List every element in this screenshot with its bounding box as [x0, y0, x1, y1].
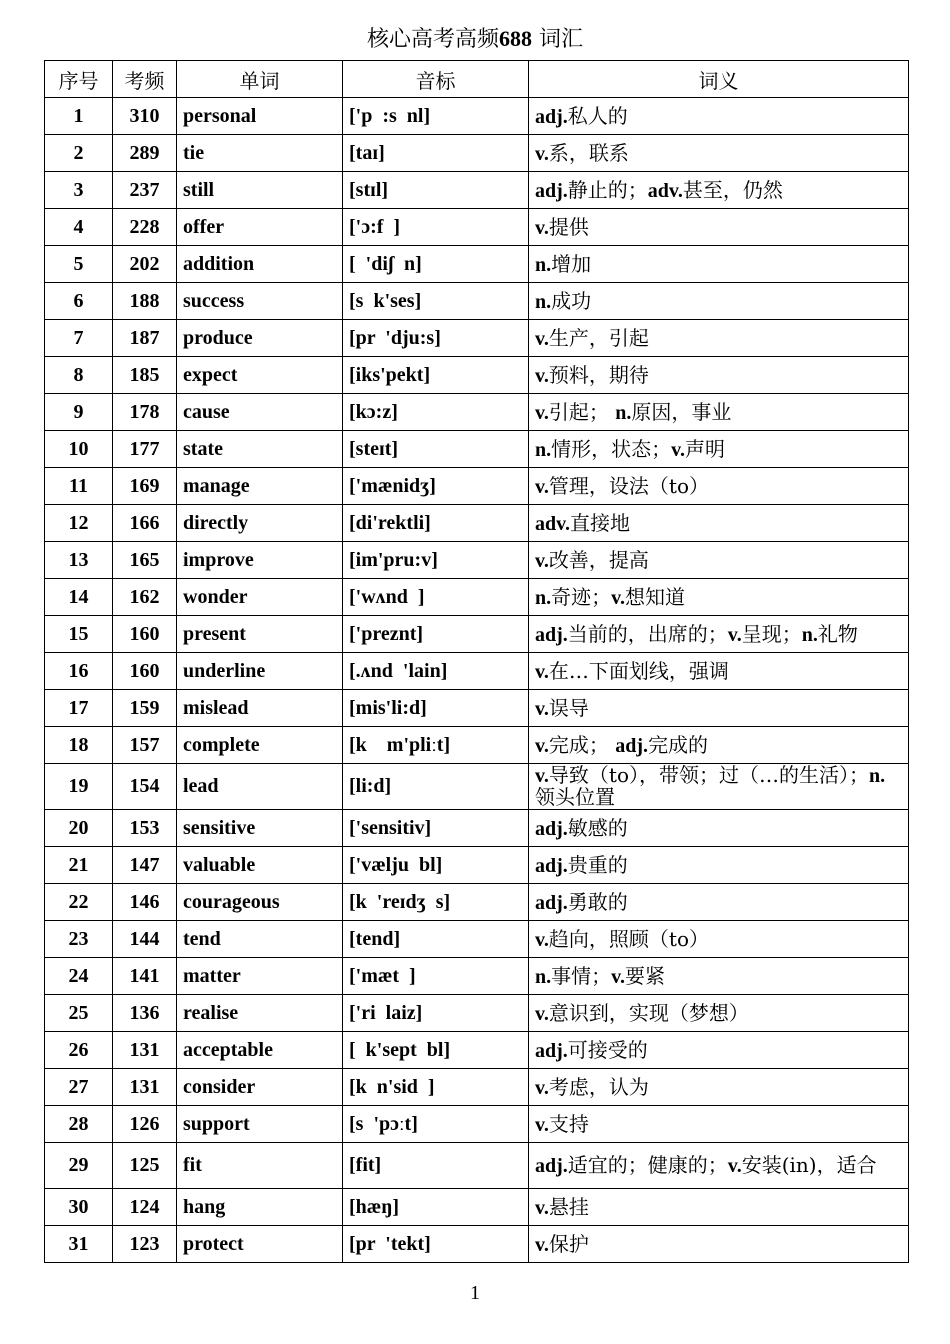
header-phonetic: 音标 [343, 61, 529, 98]
row-word: addition [177, 246, 343, 283]
row-definition: v.误导 [529, 690, 909, 727]
row-index: 20 [45, 810, 113, 847]
row-frequency: 289 [113, 135, 177, 172]
row-definition: v.导致（to），带领；过（…的生活）；n.领头位置 [529, 764, 909, 810]
row-index: 11 [45, 468, 113, 505]
table-row [45, 616, 909, 653]
row-frequency: 131 [113, 1032, 177, 1069]
row-phonetic: [pr 'dju:s] [343, 320, 529, 357]
row-frequency: 166 [113, 505, 177, 542]
table-row [45, 1106, 909, 1143]
row-word: still [177, 172, 343, 209]
row-index: 16 [45, 653, 113, 690]
row-frequency: 144 [113, 921, 177, 958]
row-word: acceptable [177, 1032, 343, 1069]
row-definition: adj.贵重的 [529, 847, 909, 884]
table-row [45, 320, 909, 357]
table-row [45, 810, 909, 847]
table-row [45, 98, 909, 135]
row-word: tie [177, 135, 343, 172]
row-phonetic: [li:d] [343, 764, 529, 810]
row-definition: n.事情；v.要紧 [529, 958, 909, 995]
row-definition: v.改善，提高 [529, 542, 909, 579]
row-frequency: 153 [113, 810, 177, 847]
row-phonetic: ['ri laiz] [343, 995, 529, 1032]
row-definition: adj.私人的 [529, 98, 909, 135]
row-word: underline [177, 653, 343, 690]
row-index: 8 [45, 357, 113, 394]
row-definition: v.趋向，照顾（to） [529, 921, 909, 958]
row-definition: v.在…下面划线，强调 [529, 653, 909, 690]
row-definition: v.悬挂 [529, 1189, 909, 1226]
row-frequency: 124 [113, 1189, 177, 1226]
row-definition: v.保护 [529, 1226, 909, 1263]
row-word: manage [177, 468, 343, 505]
row-index: 1 [45, 98, 113, 135]
row-phonetic: [steɪt] [343, 431, 529, 468]
row-frequency: 154 [113, 764, 177, 810]
row-definition: v.考虑，认为 [529, 1069, 909, 1106]
row-word: tend [177, 921, 343, 958]
row-definition: v.完成； adj.完成的 [529, 727, 909, 764]
row-index: 10 [45, 431, 113, 468]
row-index: 28 [45, 1106, 113, 1143]
row-word: hang [177, 1189, 343, 1226]
row-index: 29 [45, 1143, 113, 1189]
row-definition: n.奇迹；v.想知道 [529, 579, 909, 616]
row-index: 5 [45, 246, 113, 283]
row-index: 6 [45, 283, 113, 320]
row-index: 2 [45, 135, 113, 172]
vocabulary-table [44, 60, 909, 1263]
row-frequency: 165 [113, 542, 177, 579]
row-word: success [177, 283, 343, 320]
header-frequency: 考频 [113, 61, 177, 98]
row-phonetic: [di'rektli] [343, 505, 529, 542]
row-definition: v.管理，设法（to） [529, 468, 909, 505]
row-index: 15 [45, 616, 113, 653]
row-phonetic: [kɔ:z] [343, 394, 529, 431]
row-frequency: 187 [113, 320, 177, 357]
row-word: valuable [177, 847, 343, 884]
row-index: 18 [45, 727, 113, 764]
row-index: 19 [45, 764, 113, 810]
row-frequency: 237 [113, 172, 177, 209]
row-index: 31 [45, 1226, 113, 1263]
row-definition: v.预料，期待 [529, 357, 909, 394]
table-row [45, 283, 909, 320]
row-phonetic: [.ʌnd 'lain] [343, 653, 529, 690]
row-index: 22 [45, 884, 113, 921]
row-definition: adj.适宜的；健康的；v.安装(in)，适合 [529, 1143, 909, 1189]
table-row [45, 431, 909, 468]
row-definition: v.提供 [529, 209, 909, 246]
row-frequency: 126 [113, 1106, 177, 1143]
row-word: matter [177, 958, 343, 995]
header-index: 序号 [45, 61, 113, 98]
row-definition: v.系，联系 [529, 135, 909, 172]
row-frequency: 159 [113, 690, 177, 727]
row-index: 12 [45, 505, 113, 542]
table-row [45, 1032, 909, 1069]
table-row [45, 1143, 909, 1189]
row-index: 9 [45, 394, 113, 431]
row-definition: v.支持 [529, 1106, 909, 1143]
table-row [45, 394, 909, 431]
row-word: complete [177, 727, 343, 764]
row-frequency: 123 [113, 1226, 177, 1263]
row-index: 4 [45, 209, 113, 246]
table-row [45, 884, 909, 921]
row-phonetic: [ k'sept bl] [343, 1032, 529, 1069]
row-frequency: 146 [113, 884, 177, 921]
row-definition: adj.可接受的 [529, 1032, 909, 1069]
row-word: courageous [177, 884, 343, 921]
row-index: 13 [45, 542, 113, 579]
page-number: 1 [470, 1282, 480, 1304]
row-phonetic: [k m'pliːt] [343, 727, 529, 764]
row-frequency: 188 [113, 283, 177, 320]
row-frequency: 157 [113, 727, 177, 764]
row-definition: adj.敏感的 [529, 810, 909, 847]
row-frequency: 131 [113, 1069, 177, 1106]
row-index: 24 [45, 958, 113, 995]
row-definition: adj.静止的；adv.甚至，仍然 [529, 172, 909, 209]
table-row [45, 579, 909, 616]
table-row [45, 468, 909, 505]
row-frequency: 147 [113, 847, 177, 884]
row-index: 25 [45, 995, 113, 1032]
row-word: expect [177, 357, 343, 394]
table-row [45, 653, 909, 690]
row-index: 7 [45, 320, 113, 357]
row-phonetic: [k n'sid ] [343, 1069, 529, 1106]
row-frequency: 178 [113, 394, 177, 431]
row-word: support [177, 1106, 343, 1143]
table-row [45, 542, 909, 579]
table-row [45, 921, 909, 958]
row-definition: v.生产，引起 [529, 320, 909, 357]
row-phonetic: ['p :s nl] [343, 98, 529, 135]
row-definition: v.意识到，实现（梦想） [529, 995, 909, 1032]
row-phonetic: [iks'pekt] [343, 357, 529, 394]
row-phonetic: [k 'reɪdʒ s] [343, 884, 529, 921]
table-row [45, 357, 909, 394]
row-frequency: 141 [113, 958, 177, 995]
row-phonetic: [ 'diʃ n] [343, 246, 529, 283]
table-row [45, 1226, 909, 1263]
row-frequency: 185 [113, 357, 177, 394]
row-word: sensitive [177, 810, 343, 847]
row-frequency: 125 [113, 1143, 177, 1189]
row-word: produce [177, 320, 343, 357]
row-frequency: 169 [113, 468, 177, 505]
row-definition: adv.直接地 [529, 505, 909, 542]
table-row [45, 135, 909, 172]
row-index: 27 [45, 1069, 113, 1106]
row-word: realise [177, 995, 343, 1032]
table-row [45, 727, 909, 764]
table-row [45, 172, 909, 209]
row-phonetic: ['mænidʒ] [343, 468, 529, 505]
row-phonetic: [hæŋ] [343, 1189, 529, 1226]
row-index: 23 [45, 921, 113, 958]
table-row [45, 764, 909, 810]
row-index: 14 [45, 579, 113, 616]
row-frequency: 310 [113, 98, 177, 135]
table-row [45, 209, 909, 246]
row-index: 17 [45, 690, 113, 727]
page-title: 核心高考高频688 词汇 [366, 26, 584, 52]
row-phonetic: [s k'ses] [343, 283, 529, 320]
header-word: 单词 [177, 61, 343, 98]
row-phonetic: [fit] [343, 1143, 529, 1189]
row-index: 26 [45, 1032, 113, 1069]
table-row [45, 958, 909, 995]
row-phonetic: [tend] [343, 921, 529, 958]
row-phonetic: ['preznt] [343, 616, 529, 653]
row-word: consider [177, 1069, 343, 1106]
row-word: protect [177, 1226, 343, 1263]
row-word: present [177, 616, 343, 653]
row-word: lead [177, 764, 343, 810]
row-word: state [177, 431, 343, 468]
row-word: directly [177, 505, 343, 542]
row-phonetic: ['ɔ:f ] [343, 209, 529, 246]
row-phonetic: ['sensitiv] [343, 810, 529, 847]
row-definition: adj.勇敢的 [529, 884, 909, 921]
row-phonetic: ['vælju bl] [343, 847, 529, 884]
row-frequency: 162 [113, 579, 177, 616]
table-row [45, 995, 909, 1032]
row-frequency: 202 [113, 246, 177, 283]
row-phonetic: [mis'li:d] [343, 690, 529, 727]
table-row [45, 1189, 909, 1226]
row-phonetic: [stɪl] [343, 172, 529, 209]
row-definition: n.情形，状态；v.声明 [529, 431, 909, 468]
row-frequency: 177 [113, 431, 177, 468]
row-definition: v.引起； n.原因，事业 [529, 394, 909, 431]
table-row [45, 690, 909, 727]
row-definition: adj.当前的，出席的；v.呈现；n.礼物 [529, 616, 909, 653]
row-frequency: 160 [113, 616, 177, 653]
table-row [45, 246, 909, 283]
row-phonetic: [taɪ] [343, 135, 529, 172]
table-row [45, 847, 909, 884]
header-definition: 词义 [529, 61, 909, 98]
table-row [45, 1069, 909, 1106]
row-word: cause [177, 394, 343, 431]
row-word: wonder [177, 579, 343, 616]
table-row [45, 505, 909, 542]
row-definition: n.成功 [529, 283, 909, 320]
row-word: personal [177, 98, 343, 135]
row-word: offer [177, 209, 343, 246]
row-phonetic: ['wʌnd ] [343, 579, 529, 616]
row-index: 21 [45, 847, 113, 884]
row-word: mislead [177, 690, 343, 727]
row-index: 3 [45, 172, 113, 209]
table-header-row [45, 61, 909, 98]
row-word: improve [177, 542, 343, 579]
row-phonetic: ['mæt ] [343, 958, 529, 995]
row-phonetic: [s 'pɔːt] [343, 1106, 529, 1143]
row-word: fit [177, 1143, 343, 1189]
row-frequency: 160 [113, 653, 177, 690]
row-phonetic: [pr 'tekt] [343, 1226, 529, 1263]
row-phonetic: [im'pru:v] [343, 542, 529, 579]
row-frequency: 136 [113, 995, 177, 1032]
row-frequency: 228 [113, 209, 177, 246]
row-definition: n.增加 [529, 246, 909, 283]
row-index: 30 [45, 1189, 113, 1226]
